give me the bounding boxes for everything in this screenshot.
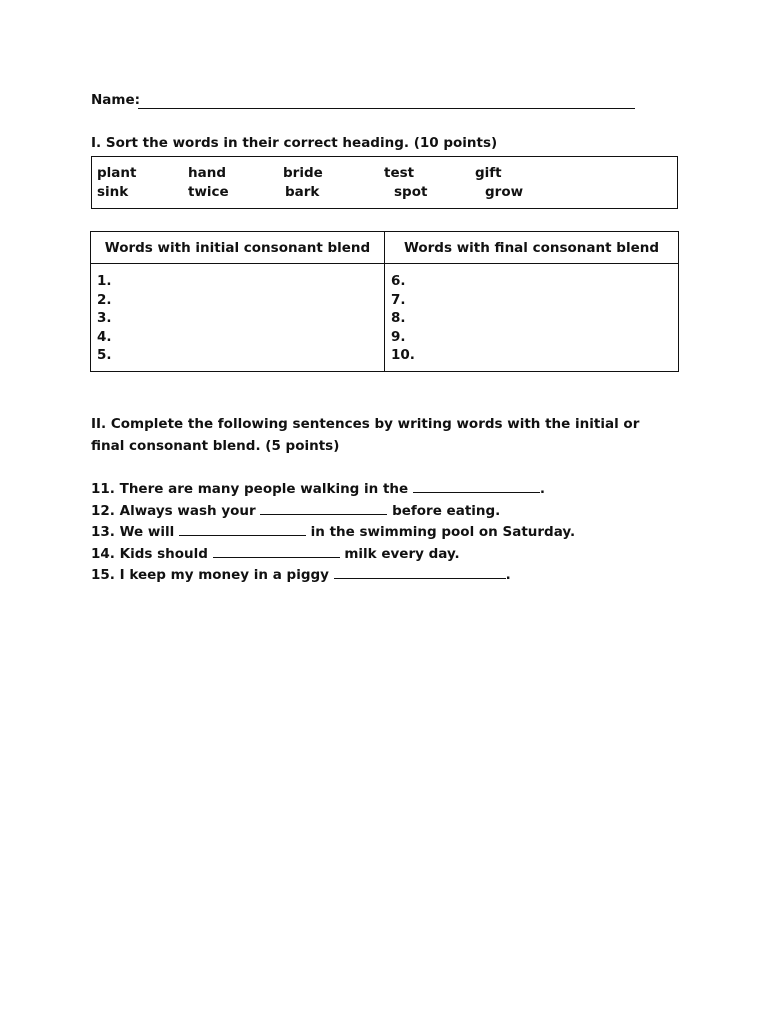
word-bank-word: bride bbox=[283, 165, 323, 181]
section2-instruction: II. Complete the following sentences by writing words with the initial or final consonant blend. (5 points) bbox=[91, 416, 640, 454]
word-bank-word: hand bbox=[188, 165, 226, 181]
name-blank-line[interactable] bbox=[138, 94, 635, 109]
sentence-item: 15. I keep my money in a piggy . bbox=[91, 567, 511, 583]
answer-number: 4. bbox=[97, 328, 112, 345]
word-bank-box bbox=[91, 156, 678, 209]
answer-blank[interactable] bbox=[213, 545, 340, 558]
final-blend-answer-cell[interactable] bbox=[385, 264, 679, 372]
word-bank-word: grow bbox=[485, 184, 524, 200]
word-bank-word: gift bbox=[475, 165, 502, 181]
header-final-blend: Words with final consonant blend bbox=[385, 232, 679, 264]
sentence-list bbox=[91, 479, 575, 587]
answer-blank[interactable] bbox=[260, 502, 387, 515]
answer-blank[interactable] bbox=[179, 523, 306, 536]
answer-number: 7. bbox=[391, 291, 406, 308]
sentence-item: 14. Kids should milk every day. bbox=[91, 545, 460, 562]
answer-blank[interactable] bbox=[413, 480, 540, 493]
answer-number: 6. bbox=[391, 273, 406, 289]
answer-number: 2. bbox=[97, 291, 112, 308]
answer-number: 3. bbox=[97, 310, 112, 326]
word-bank-word: twice bbox=[188, 184, 229, 200]
word-bank-word: test bbox=[384, 165, 415, 181]
word-bank-word: sink bbox=[97, 184, 129, 200]
word-bank-word: bark bbox=[285, 184, 320, 200]
answer-blank[interactable] bbox=[334, 566, 506, 579]
answer-number: 10. bbox=[391, 347, 415, 363]
initial-blend-answer-cell[interactable] bbox=[91, 264, 385, 372]
answer-number: 8. bbox=[391, 310, 406, 326]
section1-instruction: I. Sort the words in their correct heading. (10 points) bbox=[91, 135, 498, 151]
sentence-item: 11. There are many people walking in the . bbox=[91, 481, 546, 497]
answer-number: 9. bbox=[391, 328, 406, 345]
sentence-item: 12. Always wash your before eating. bbox=[91, 502, 501, 519]
name-label: Name: bbox=[91, 92, 141, 108]
answer-number: 1. bbox=[97, 273, 112, 289]
word-bank-word: plant bbox=[97, 165, 137, 181]
answer-number: 5. bbox=[97, 347, 112, 363]
header-initial-blend: Words with initial consonant blend bbox=[91, 232, 385, 264]
sorting-table bbox=[90, 231, 679, 372]
word-bank-word: spot bbox=[394, 184, 428, 200]
sentence-item: 13. We will in the swimming pool on Saturday. bbox=[91, 524, 576, 540]
